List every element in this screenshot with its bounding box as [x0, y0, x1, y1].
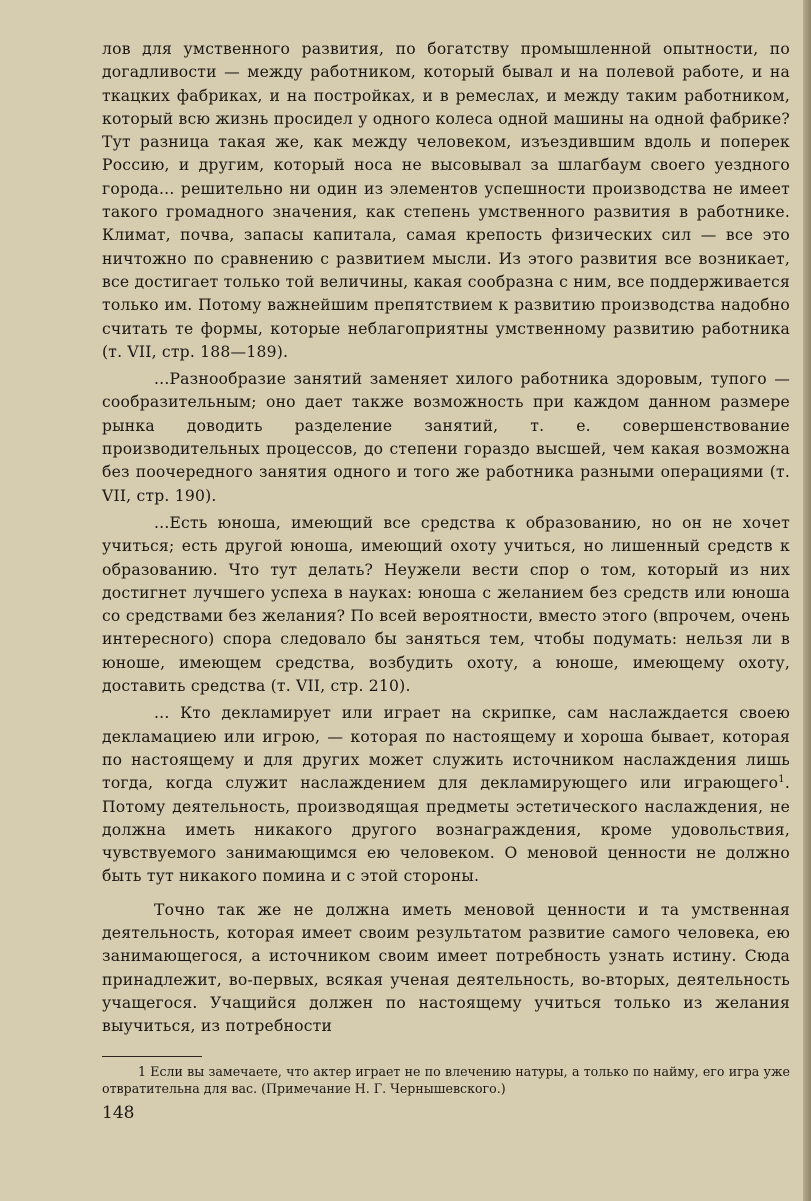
paragraph-4-text: ... Кто декламирует или играет на скрипке, сам наслаждается своею декламациею или игрою, — которая по настоящему и хороша бывает, которая по настоящему и для других может служить источником наслаждения лишь тогда, когда служит наслаждением для декламирующего или играющего	[102, 704, 790, 793]
footnote-divider	[102, 1056, 202, 1057]
paragraph-1: лов для умственного развития, по богатству промышленной опытности, по догадливости — между работником, который бывал и на полевой работе, и на ткацких фабриках, и на постройках, и в ремеслах, и между таким работником, который всю жизнь просидел у одного колеса одной машины на одной фабрике? Тут разница такая же, как между человеком, изъездившим вдоль и поперек Россию, и другим, который носа не высовывал за шлагбаум своего уездного города... решительно ни один из элементов успешности производства не имеет такого громадного значения, как степень умственного развития в работнике. Климат, почва, запасы капитала, самая крепость физических сил — все это ничтожно по сравнению с развитием мысли. Из этого развития все возникает, все достигает только той величины, какая сообразна с ним, все поддерживается только им. Потому важнейшим препятствием к развитию производства надобно считать те формы, которые неблагоприятны умственному развитию работника (т. VII, стр. 188—189).	[102, 40, 790, 361]
paragraph-3: ...Есть юноша, имеющий все средства к образованию, но он не хочет учиться; есть другой юноша, имеющий охоту учиться, но лишенный средств к образованию. Что тут делать? Неужели вести спор о том, который из них достигнет лучшего успеха в науках: юноша с желанием без средств или юноша со средствами без желания? По всей вероятности, вместо этого (впрочем, очень интересного) спора следовало бы заняться тем, чтобы подумать: нельзя ли в юноше, имеющем средства, возбудить охоту, а юноше, имеющему охоту, доставить средства (т. VII, стр. 210).	[102, 513, 790, 696]
main-text	[102, 38, 790, 1038]
footnote-marker: 1	[778, 774, 785, 786]
page-number: 148	[102, 1103, 135, 1124]
paragraph-5: Точно так же не должна иметь меновой ценности и та умственная деятельность, которая имеет своим результатом развитие самого человека, ею занимающегося, а источником своим имеет потребность узнать истину. Сюда принадлежит, во-первых, всякая ученая деятельность, во-вторых, деятельность учащегося. Учащийся должен по настоящему учиться только из желания выучиться, из потребности	[102, 900, 790, 1036]
page-edge	[803, 0, 811, 1201]
paragraph-4	[102, 702, 790, 888]
paragraph-4-tail: . Потому деятельность, производящая предметы эстетического наслаждения, не должна иметь никакого другого вознаграждения, кроме удовольствия, чувствуемого занимающимся ею человеком. О меновой ценности не должно быть тут никакого помина и с этой стороны.	[102, 774, 790, 886]
paragraph-2: ...Разнообразие занятий заменяет хилого работника здоровым, тупого — сообразительным; оно дает также возможность при каждом данном размере рынка доводить разделение занятий, т. е. совершенствование производительных процессов, до степени гораздо высшей, чем какая возможна без поочередного занятия одного и того же работника разными операциями (т. VII, стр. 190).	[102, 370, 790, 505]
footnote: 1 Если вы замечаете, что актер играет не по влечению натуры, а только по найму, его игра уже отвратительна для вас. (Примечание Н. Г. Чернышевского.)	[102, 1064, 790, 1097]
